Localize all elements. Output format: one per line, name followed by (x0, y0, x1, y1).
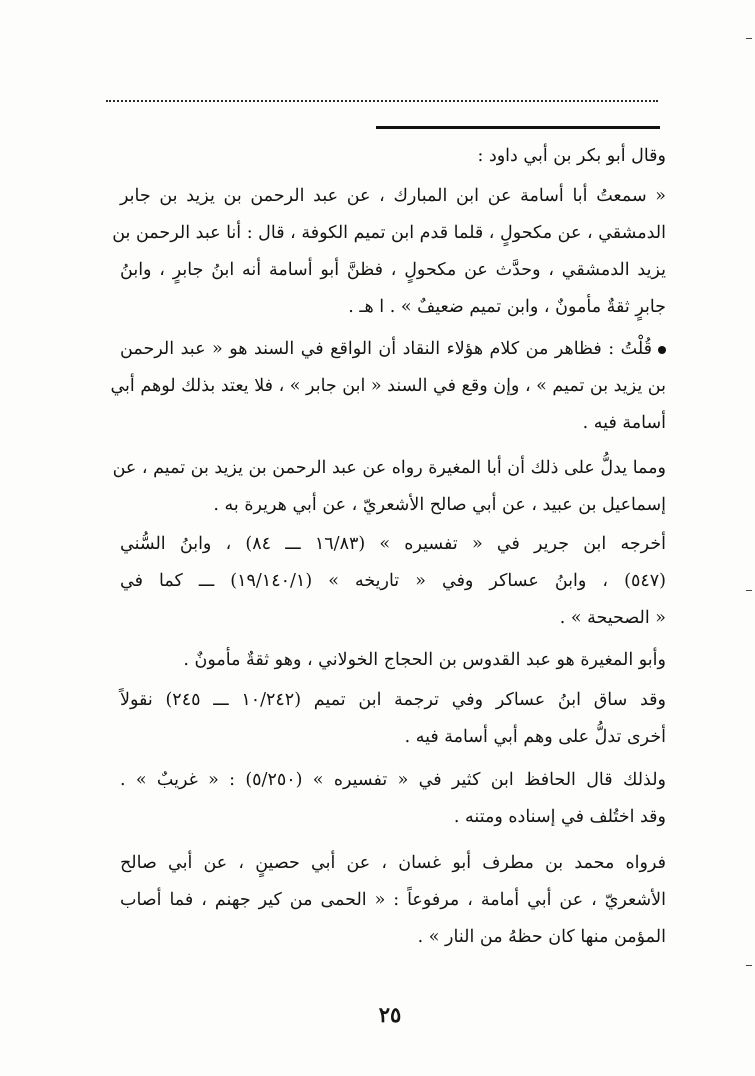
header-solid-rule (376, 126, 660, 129)
comment-paragraph (110, 331, 666, 442)
text-line: وقد ساق ابنُ عساكر وفي ترجمة ابن تميم (١٠/٢٤٢ ـــ ٢٤٥) نقولاً (120, 690, 666, 710)
page-number: ٢٥ (378, 1002, 402, 1027)
header-dotted-rule (106, 100, 658, 102)
text-line: « سمعتُ أبا أسامة عن ابن المبارك ، عن عبد الرحمن بن يزيد بن جابر (120, 186, 666, 206)
bullet-icon (658, 346, 666, 354)
margin-mark (746, 38, 752, 39)
text-line: « الصحيحة » . (559, 608, 666, 628)
text-line: أخرجه ابن جرير في « تفسيره » (١٦/٨٣ ـــ ٨٤) ، وابنُ السُّني (120, 534, 667, 554)
text-line: ومما يدلُّ على ذلك أن أبا المغيرة رواه عن عبد الرحمن بن يزيد بن تميم ، عن (112, 458, 666, 478)
text-line: (٥٤٧) ، وابنُ عساكر وفي « تاريخه » (١٩/١٤٠/١) ـــ كما في (120, 571, 666, 591)
variant-paragraph (120, 845, 666, 956)
takhrij-paragraph (120, 526, 666, 637)
ibn-kathir-paragraph (120, 762, 666, 836)
text-line: أسامة فيه . (582, 413, 666, 433)
text-line: يزيد الدمشقي ، وحدَّث عن مكحولٍ ، فظنَّ أبو أسامة أنه ابنُ جابرٍ ، وابنُ (120, 260, 666, 280)
ibn-asakir-paragraph (120, 682, 666, 756)
text-line: فرواه محمد بن مطرف أبو غسان ، عن أبي حصينٍ ، عن أبي صالح (120, 853, 666, 873)
text-line-content: قُلْتُ : فظاهر من كلام هؤلاء النقاد أن الواقع في السند هو « عبد الرحمن (120, 339, 652, 359)
margin-mark (746, 590, 752, 591)
text-line: ولذلك قال الحافظ ابن كثير في « تفسيره » (٥/٢٥٠) : « غريبٌ » . (120, 770, 666, 790)
text-line: المؤمن منها كان حظهُ من النار » . (417, 927, 666, 947)
margin-mark (746, 965, 752, 966)
text-line: جابرٍ ثقةٌ مأمونٌ ، وابن تميم ضعيفٌ » . ا هـ . (348, 297, 666, 317)
text-line: الأشعريّ ، عن أبي أمامة ، مرفوعاً : « الحمى من كير جهنم ، فما أصاب (120, 890, 666, 910)
text-line: وقد اختُلف في إسناده ومتنه . (453, 807, 666, 827)
text-line: أخرى تدلُّ على وهم أبي أسامة فيه . (404, 727, 666, 747)
text-line (120, 331, 666, 368)
text-line: بن يزيد بن تميم » ، وإن وقع في السند « ابن جابر » ، فلا يعتد بذلك لوهم أبي (110, 376, 666, 396)
intro-line (120, 138, 666, 175)
text-line: وقال أبو بكر بن أبي داود : (477, 146, 666, 166)
narrator-paragraph (120, 642, 666, 679)
text-line: إسماعيل بن عبيد ، عن أبي صالح الأشعريّ ، عن أبي هريرة به . (213, 495, 666, 515)
evidence-paragraph (112, 450, 666, 524)
text-line: الدمشقي ، عن مكحولٍ ، قلما قدم ابن تميم الكوفة ، قال : أنا عبد الرحمن بن (112, 223, 666, 243)
text-line: وأبو المغيرة هو عبد القدوس بن الحجاج الخولاني ، وهو ثقةٌ مأمونٌ . (183, 650, 666, 670)
quote-paragraph (112, 178, 666, 326)
